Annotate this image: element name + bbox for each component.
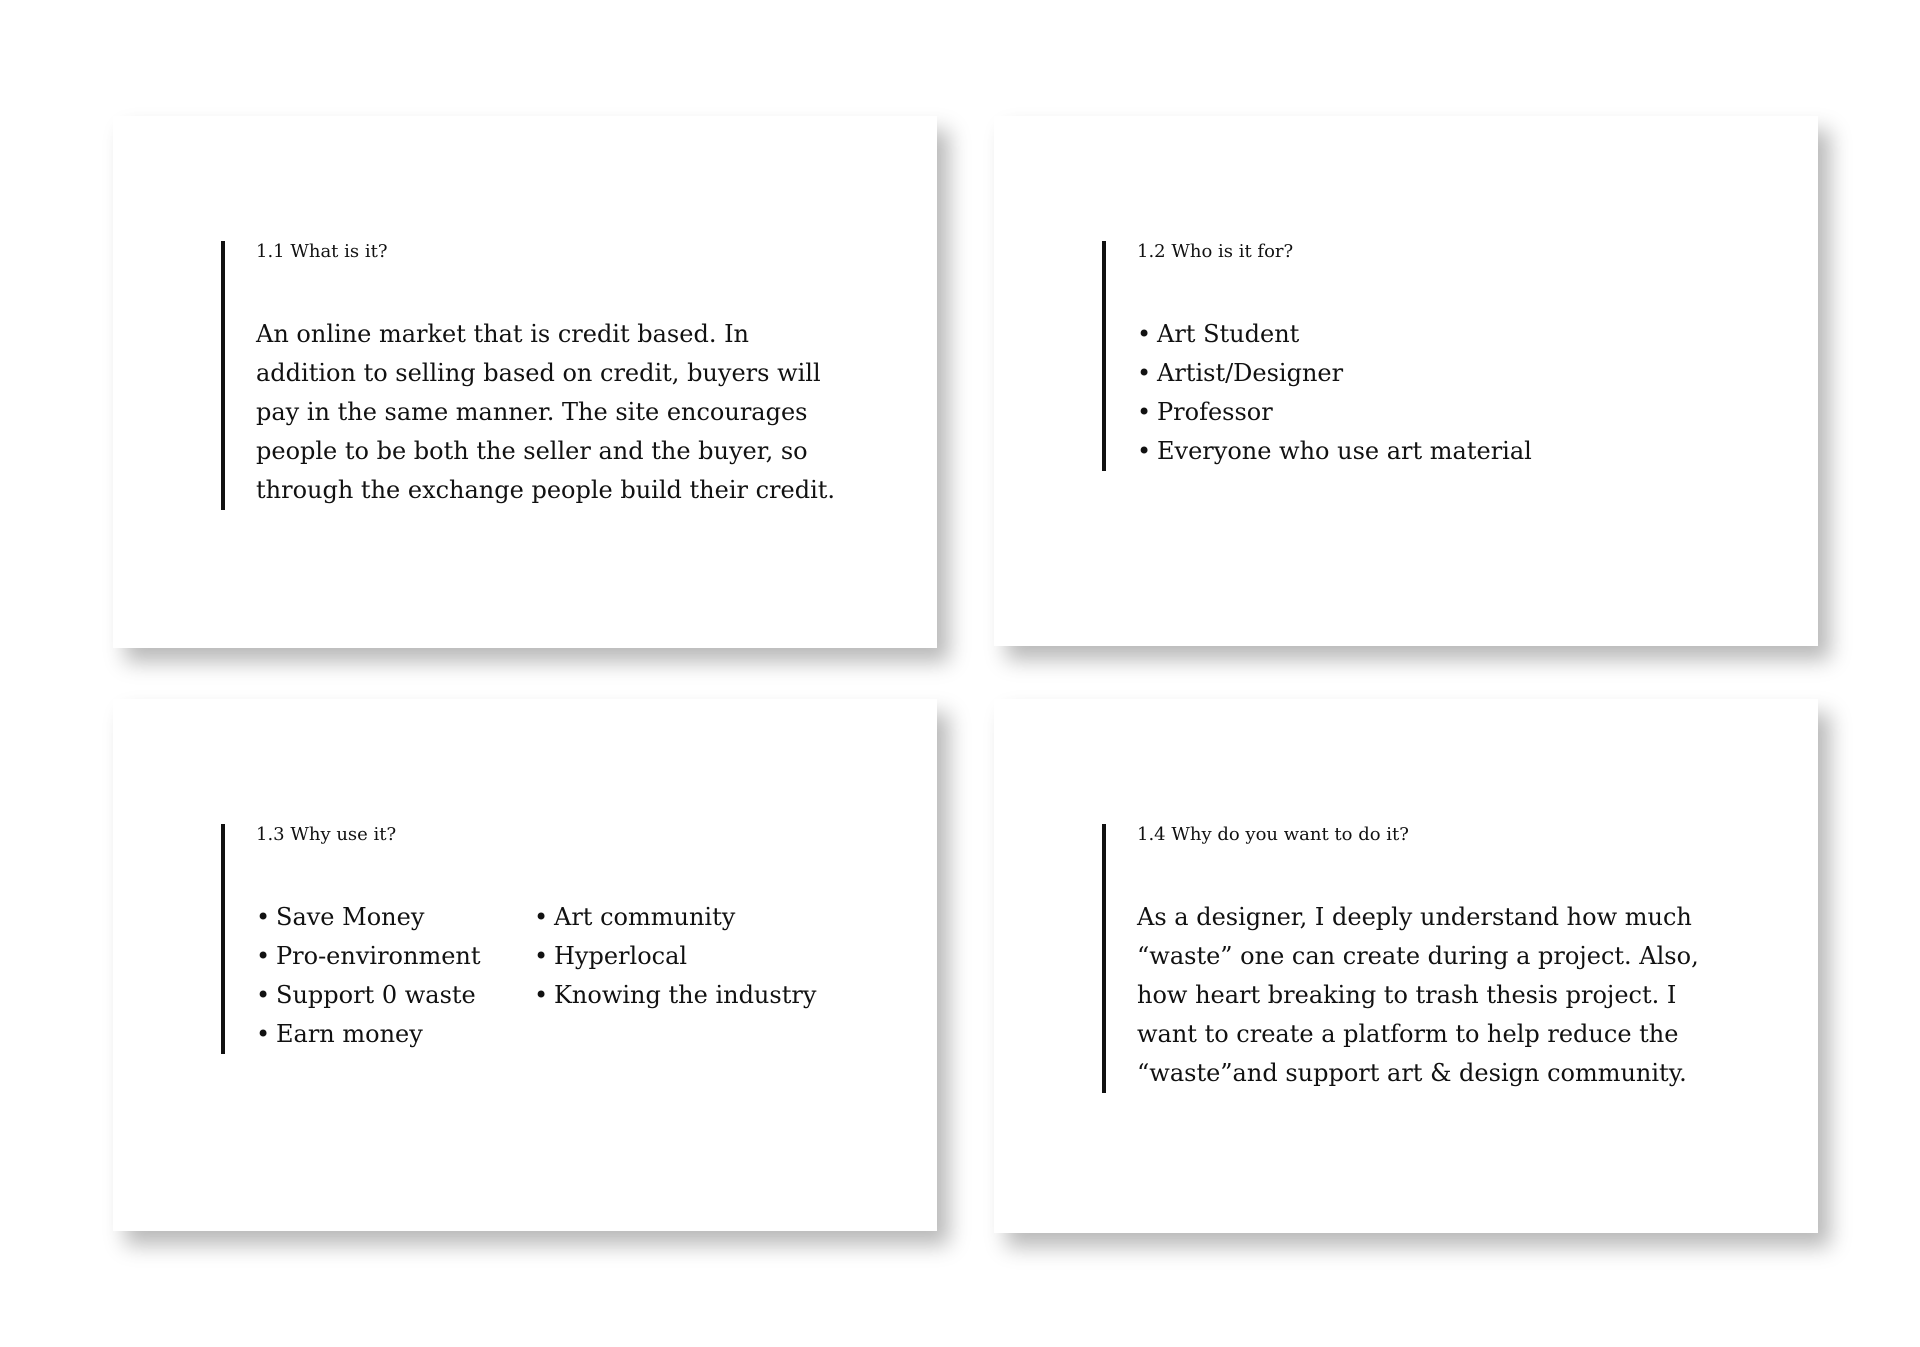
reasons-list-right — [534, 898, 834, 1054]
slide-body-text: As a designer, I deeply understand how much “waste” one can create during a project. Also, how heart breaking to trash thesis project. I want to create a platform to help reduce the “waste”and support art & design community. — [1137, 903, 1699, 1087]
slide-content — [221, 824, 834, 1054]
slide-content — [221, 241, 836, 510]
slide-what-is-it — [113, 116, 937, 648]
slide-body-text: An online market that is credit based. In addition to selling based on credit, buyers will pay in the same manner. The site encourages people to be both the seller and the buyer, so through the exchange people build their credit. — [256, 320, 836, 504]
slide-heading: 1.4 Why do you want to do it? — [1137, 824, 1409, 845]
list-item: • Art Student — [1137, 315, 1532, 354]
list-item: • Save Money — [256, 898, 474, 937]
list-item: • Support 0 waste — [256, 976, 474, 1015]
slide-who-is-it-for — [994, 116, 1818, 646]
reasons-columns — [256, 898, 834, 1054]
list-item: • Earn money — [256, 1015, 474, 1054]
list-item: • Knowing the industry — [534, 976, 834, 1015]
list-item: • Hyperlocal — [534, 937, 834, 976]
slide-why-do-it — [994, 699, 1818, 1233]
slide-content — [1102, 824, 1717, 1093]
audience-list — [1137, 315, 1532, 471]
slide-heading: 1.1 What is it? — [256, 241, 388, 262]
list-item: • Art community — [534, 898, 834, 937]
reasons-list-left — [256, 898, 481, 1054]
slide-why-use-it — [113, 699, 937, 1231]
slide-heading: 1.3 Why use it? — [256, 824, 397, 845]
slide-heading: 1.2 Who is it for? — [1137, 241, 1294, 262]
list-item: • Artist/Designer — [1137, 354, 1532, 393]
list-item: • Everyone who use art material — [1137, 432, 1532, 471]
list-item: • Professor — [1137, 393, 1532, 432]
list-item: • Pro-environment — [256, 937, 474, 976]
slide-content — [1102, 241, 1532, 471]
